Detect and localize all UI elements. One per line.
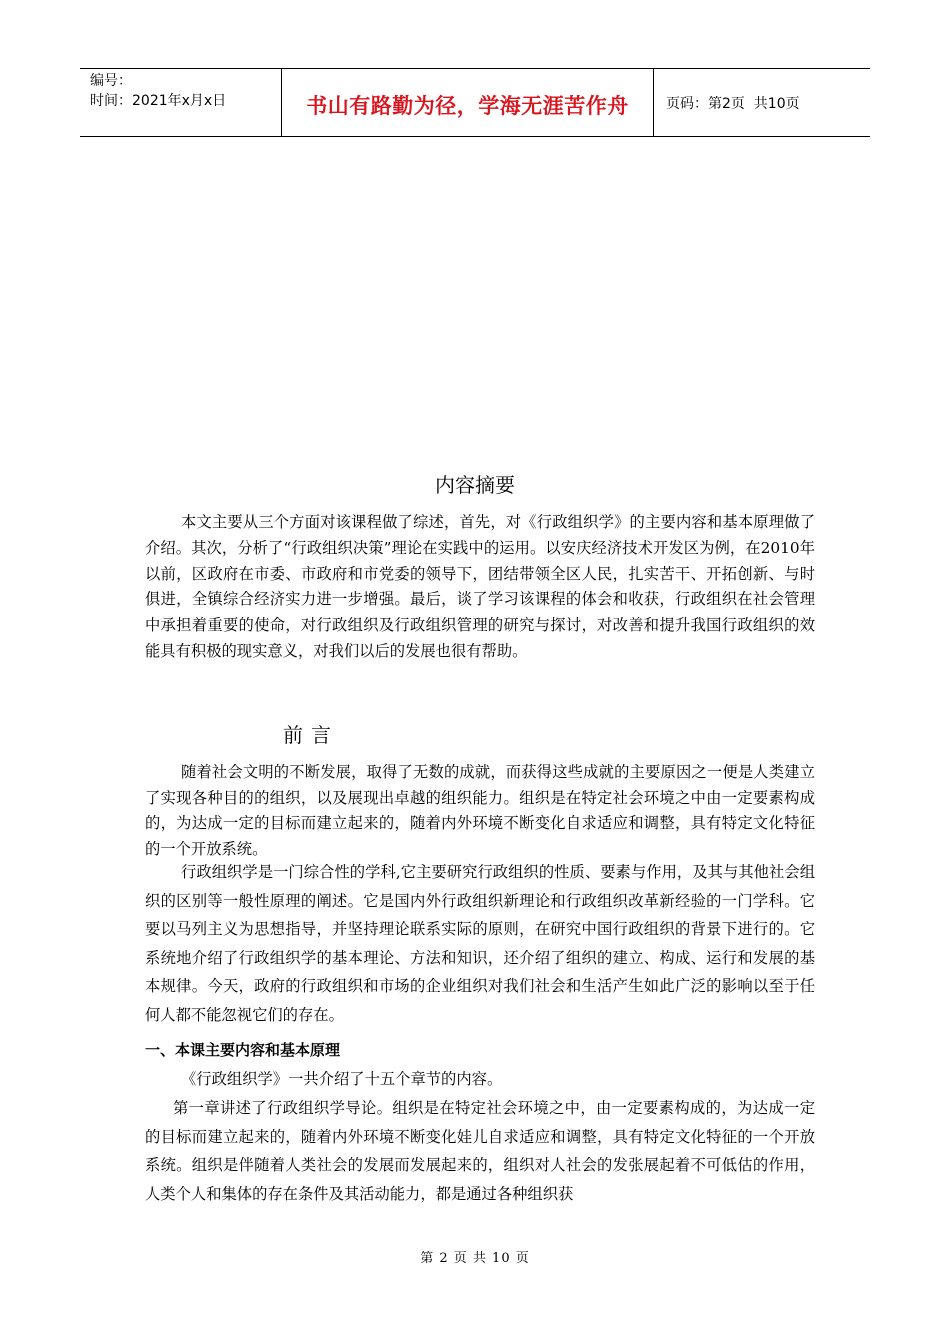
section-1-intro: 《行政组织学》一共介绍了十五个章节的内容。 [181,1070,503,1088]
header-meta-cell [80,69,282,136]
section-1-intro-block [145,1068,815,1090]
header-motto-cell [282,69,654,136]
document-number-label: 编号： [90,73,132,89]
header-page-cell [654,69,870,136]
abstract-body [145,510,815,665]
preface-title: 前言 [283,723,339,747]
header-page-info: 页码：第2页 共10页 [666,95,800,112]
section-1-heading: 一、本课主要内容和基本原理 [145,1041,341,1059]
abstract-title: 内容摘要 [435,473,515,497]
document-time-label: 时间：2021年x月x日 [90,93,227,109]
chapter-1-block [145,1094,815,1209]
document-header [80,68,870,137]
preface-paragraph-2: 行政组织学是一门综合性的学科,它主要研究行政组织的性质、要素与作用，及其与其他社会组织的区别等一般性原理的阐述。它是国内外行政组织新理论和行政组织改革新经验的一门学科。它要以马列主义为思想指导，并坚持理论联系实际的原则，在研究中国行政组织的背景下进行的。它系统地介绍了行政组织学的基本理论、方法和知识，还介绍了组织的建立、构成、运行和发展的基本规律。今天，政府的行政组织和市场的企业组织对我们社会和生活产生如此广泛的影响以至于任何人都不能忽视它们的存在。 [145,863,815,1024]
preface-paragraph-1: 随着社会文明的不断发展，取得了无数的成就，而获得这些成就的主要原因之一便是人类建立了实现各种目的的组织，以及展现出卓越的组织能力。组织是在特定社会环境之中由一定要素构成的，为达成一定的目标而建立起来的，随着内外环境不断变化自求适应和调整，具有特定文化特征的一个开放系统。 [145,763,815,858]
abstract-paragraph: 本文主要从三个方面对该课程做了综述，首先，对《行政组织学》的主要内容和基本原理做了介绍。其次，分析了“行政组织决策”理论在实践中的运用。以安庆经济技术开发区为例，在2010年以前，区政府在市委、市政府和市党委的领导下，团结带领全区人民，扎实苦干、开拓创新、与时俱进，全镇综合经济实力进一步增强。最后，谈了学习该课程的体会和收获，行政组织在社会管理中承担着重要的使命，对行政组织及行政组织管理的研究与探讨，对改善和提升我国行政组织的效能具有积极的现实意义，对我们以后的发展也很有帮助。 [145,513,815,660]
preface-paragraph-2-block [145,858,815,1029]
preface-paragraph-1-block [145,760,815,862]
chapter-1-paragraph: 第一章讲述了行政组织学导论。组织是在特定社会环境之中，由一定要素构成的，为达成一定的目标而建立起来的，随着内外环境不断变化娃儿自求适应和调整，具有特定文化特征的一个开放系统。组织是伴随着人类社会的发展而发展起来的，组织对人社会的发张展起着不可低估的作用，人类个人和集体的存在条件及其活动能力，都是通过各种组织获 [145,1099,815,1204]
header-motto: 书山有路勤为径，学海无涯苦作舟 [306,93,629,118]
page-footer: 第 2 页 共 10 页 [420,1251,530,1266]
